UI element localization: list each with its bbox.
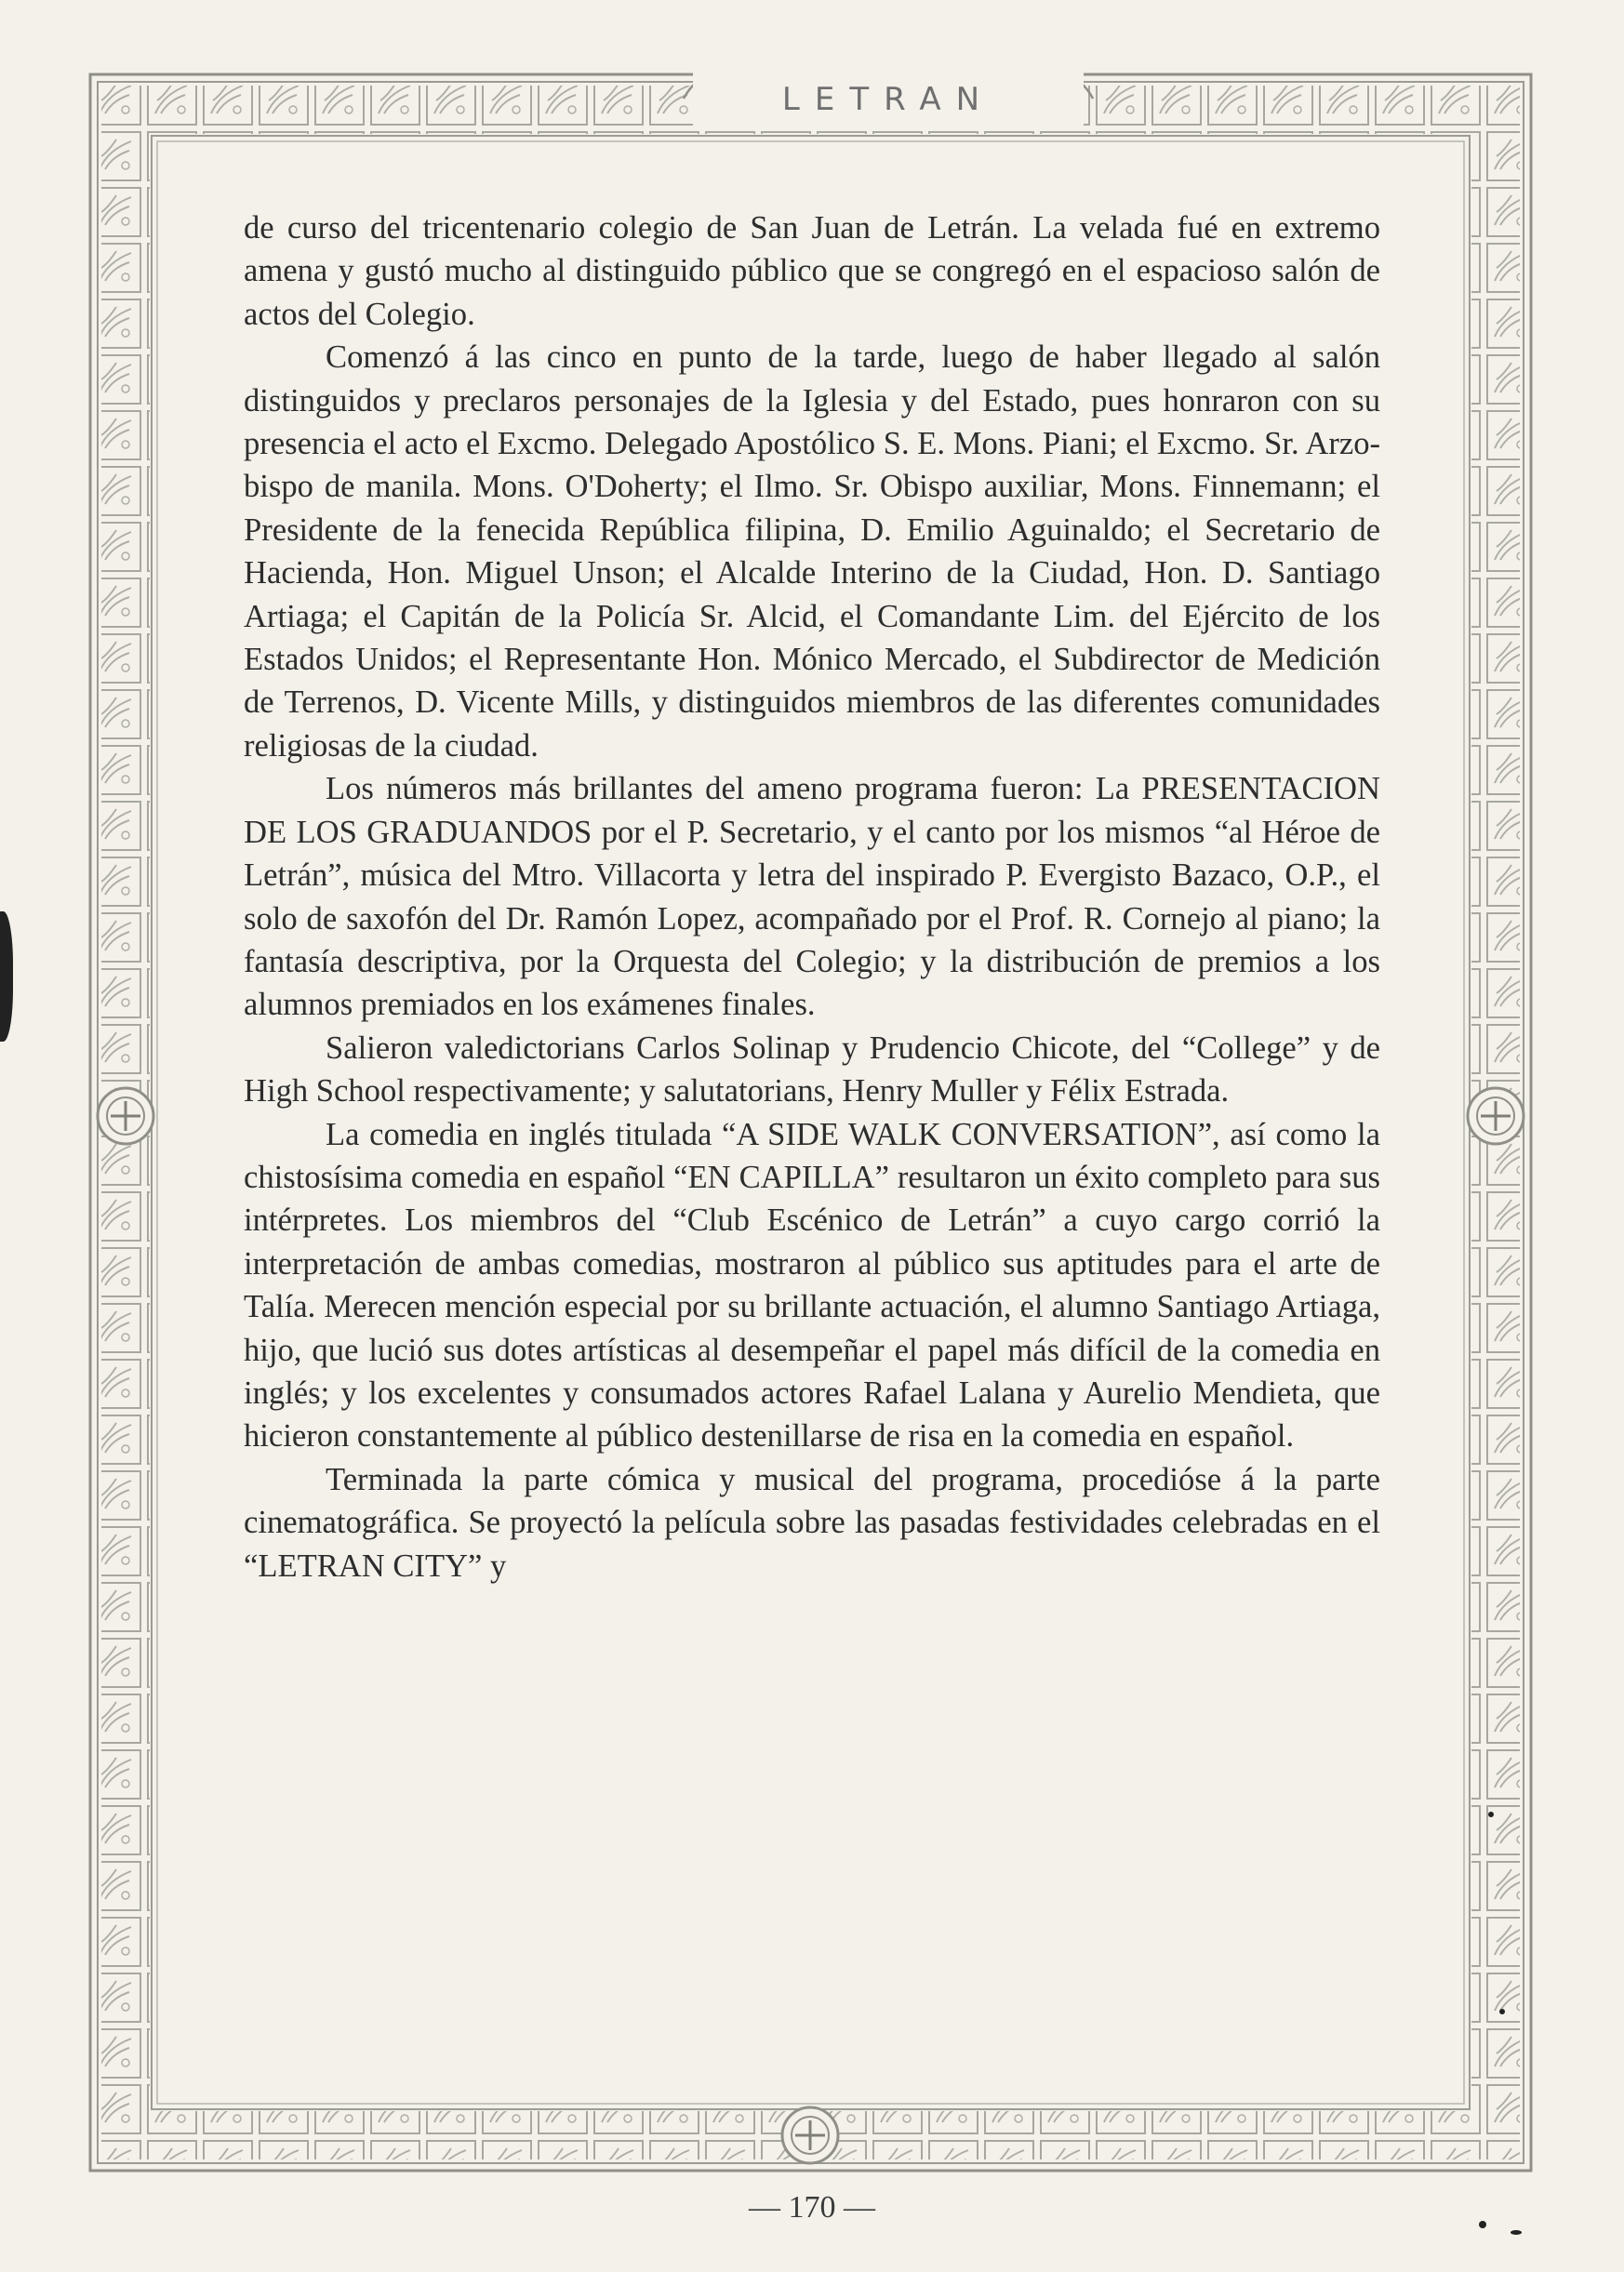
scan-mark-left: [0, 911, 13, 1042]
scan-dot-2: [1499, 2009, 1505, 2014]
left-medallion: [98, 1088, 153, 1144]
bottom-medallion: [782, 2107, 838, 2163]
paragraph-5: La comedia en inglés titulada “A SIDE WALK CONVERSATION”, así como la chistosísima comedia en español “EN CAPILLA” resultaron un éxito completo para sus intérpretes. Los miembros del “Club Escénico de Letrán” a cuyo cargo corrió la interpretación de ambas comedias, mostraron al público sus aptitudes para el arte de Talía. Merecen mención especial por su brillante actuación, el alumno Santiago Artiaga, hijo, que lució sus dotes artísticas al desempeñar el papel más difícil de la comedia en inglés; y los excelentes y consumados actores Rafael Lalana y Aurelio Mendieta, que hicieron constantemente al público destenillarse de risa en la comedia en español.: [244, 1116, 1380, 1455]
scan-dot-1: [1488, 1812, 1494, 1817]
paragraph-3: Los números más brillantes del ameno programa fueron: La PRESENTACION DE LOS GRADUANDOS por el P. Secretario, y el canto por los mismos “al Héroe de Letrán”, música del Mtro. Villacorta y letra del inspirado P. Evergisto Bazaco, O.P., el solo de saxofón del Dr. Ramón Lopez, acompañado por el Prof. R. Cornejo al piano; la fantasía descriptiva, por la Orquesta del Colegio; y la distribución de premios a los alumnos premiados en los exámenes finales.: [244, 771, 1380, 1023]
paragraph-1: de curso del tricentenario colegio de San Juan de Letrán. La velada fué en extremo amena y gustó mucho al distinguido público que se congregó en el espacioso salón de actos del Colegio.: [244, 210, 1380, 332]
page-number: — 170 —: [749, 2190, 875, 2225]
header-title: LETRAN: [693, 73, 1084, 126]
paragraph-6: Terminada la parte cómica y musical del programa, procedióse á la parte cinematográfica. Se proyectó la película sobre las pasadas festividades celebradas en el “LETRAN CITY” y: [244, 1461, 1380, 1584]
scan-dot-4: [1511, 2230, 1522, 2235]
paragraph-2: Comenzó á las cinco en punto de la tarde, luego de haber llegado al salón distinguidos y preclaros personajes de la Iglesia y del Estado, pues honraron con su presencia el acto el Excmo. Delegado Apostólico S. E. Mons. Piani; el Excmo. Sr. Arzobispo de manila. Mons. O'Doherty; el Ilmo. Sr. Obispo auxiliar, Mons. Finnemann; el Presidente de la fenecida República filipina, D. Emilio Aguinaldo; el Secretario de Hacienda, Hon. Miguel Unson; el Alcalde Interino de la Ciudad, Hon. D. Santiago Artiaga; el Capitán de la Policía Sr. Alcid, el Comandante Lim. del Ejército de los Estados Unidos; el Representante Hon. Mónico Mercado, el Subdirector de Medición de Terrenos, D. Vicente Mills, y distinguidos miembros de las diferentes comunidades religiosas de la ciudad.: [244, 339, 1380, 764]
scan-dot-3: [1479, 2221, 1486, 2228]
article-text: [244, 206, 1380, 1588]
right-medallion: [1468, 1088, 1524, 1144]
paragraph-4: Salieron valedictorians Carlos Solinap y Prudencio Chicote, del “College” y de High School respectivamente; y salutatorians, Henry Muller y Félix Estrada.: [244, 1030, 1380, 1109]
